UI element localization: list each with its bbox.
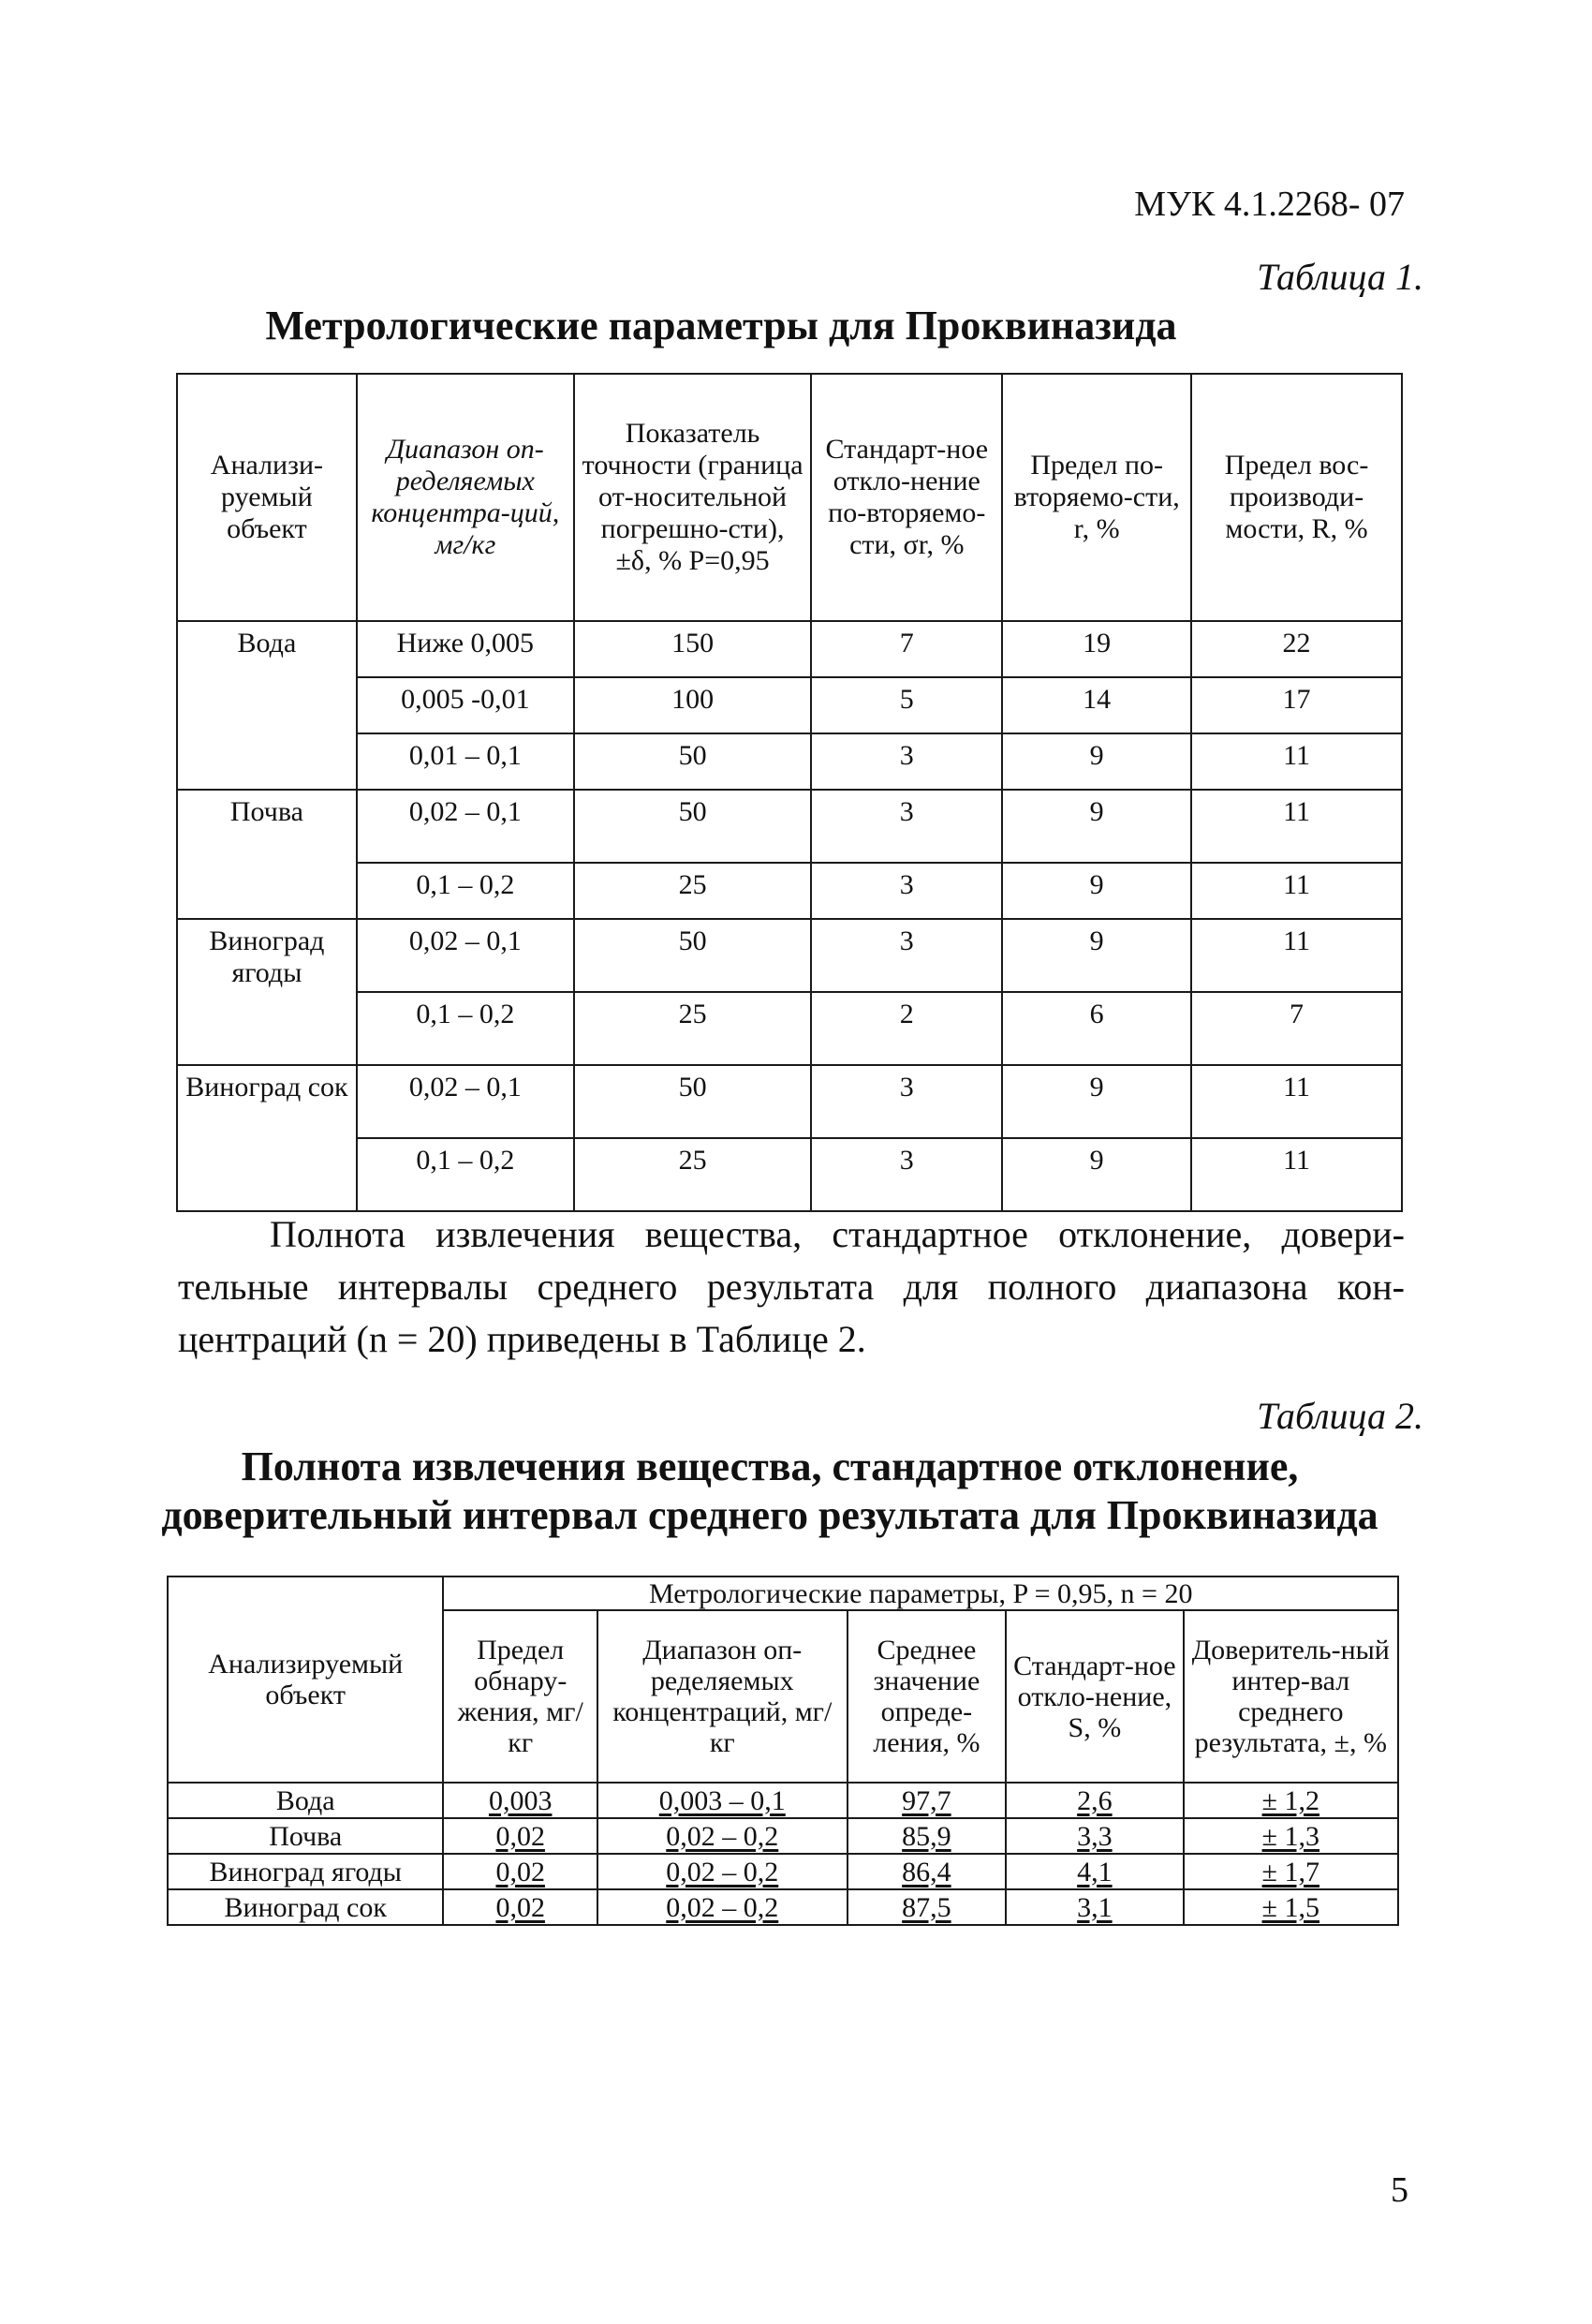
object-cell: Почва xyxy=(168,1818,443,1854)
table-cell: 0,003 xyxy=(443,1783,597,1818)
table-row xyxy=(177,863,1402,919)
table-cell: 17 xyxy=(1191,677,1402,733)
table-cell: 0,02 xyxy=(443,1818,597,1854)
table-header-row xyxy=(168,1576,1398,1610)
table-row xyxy=(168,1854,1398,1889)
table-cell: 3,1 xyxy=(1006,1889,1183,1925)
object-cell: Виноград сок xyxy=(168,1889,443,1925)
object-cell: Виноград ягоды xyxy=(177,919,357,1065)
table-row xyxy=(177,621,1402,677)
table-cell: 11 xyxy=(1191,790,1402,863)
table-row xyxy=(177,1138,1402,1211)
table-cell: 0,1 – 0,2 xyxy=(357,1138,574,1211)
table-cell: 25 xyxy=(574,1138,811,1211)
table-cell: 3 xyxy=(811,1065,1002,1138)
table-cell: 0,1 – 0,2 xyxy=(357,863,574,919)
table-row xyxy=(168,1889,1398,1925)
table-cell: 0,02 xyxy=(443,1889,597,1925)
extraction-completeness-table xyxy=(167,1576,1399,1926)
table-cell: 0,02 – 0,2 xyxy=(597,1854,848,1889)
table-cell: 11 xyxy=(1191,733,1402,790)
table-cell: 22 xyxy=(1191,621,1402,677)
table2-title xyxy=(0,1443,1566,1540)
table-cell: 19 xyxy=(1002,621,1191,677)
table-cell: 97,7 xyxy=(848,1783,1007,1818)
object-cell: Виноград ягоды xyxy=(168,1854,443,1889)
table-row xyxy=(177,919,1402,992)
table-cell: 9 xyxy=(1002,863,1191,919)
table-row xyxy=(177,677,1402,733)
table-cell: 150 xyxy=(574,621,811,677)
table-cell: 50 xyxy=(574,1065,811,1138)
column-header: Стандарт-ное откло-нение по-вторяемо-сти, σr, % xyxy=(811,374,1002,621)
column-header: Стандарт-ное откло-нение, S, % xyxy=(1006,1610,1183,1783)
table-cell: 11 xyxy=(1191,863,1402,919)
group-header: Метрологические параметры, P = 0,95, n = 20 xyxy=(443,1576,1398,1610)
table-cell: 11 xyxy=(1191,1138,1402,1211)
table-cell: 100 xyxy=(574,677,811,733)
table-cell: 0,02 xyxy=(443,1854,597,1889)
table-cell: 25 xyxy=(574,863,811,919)
table-cell: 9 xyxy=(1002,790,1191,863)
table1-title: Метрологические параметры для Проквиназида xyxy=(265,303,1177,348)
table2-title-line: Полнота извлечения вещества, стандартное отклонение, xyxy=(241,1443,1299,1489)
object-cell: Виноград сок xyxy=(177,1065,357,1211)
table-cell: 25 xyxy=(574,992,811,1065)
table-row xyxy=(168,1818,1398,1854)
column-header: Предел вос-производи-мости, R, % xyxy=(1191,374,1402,621)
table-cell: ± 1,7 xyxy=(1184,1854,1398,1889)
table-cell: 7 xyxy=(1191,992,1402,1065)
table-cell: 9 xyxy=(1002,919,1191,992)
table-cell: 9 xyxy=(1002,1138,1191,1211)
object-cell: Вода xyxy=(168,1783,443,1818)
table-cell: 11 xyxy=(1191,919,1402,992)
table-cell: 3 xyxy=(811,790,1002,863)
table-row xyxy=(177,790,1402,863)
table-row xyxy=(177,992,1402,1065)
table-cell: 0,1 – 0,2 xyxy=(357,992,574,1065)
table-cell: 2 xyxy=(811,992,1002,1065)
table-cell: 14 xyxy=(1002,677,1191,733)
table-cell: 11 xyxy=(1191,1065,1402,1138)
table-cell: 0,01 – 0,1 xyxy=(357,733,574,790)
table2-label: Таблица 2. xyxy=(1257,1395,1423,1437)
table-cell: ± 1,3 xyxy=(1184,1818,1398,1854)
table-cell: 0,02 – 0,1 xyxy=(357,919,574,992)
page-number: 5 xyxy=(1391,2170,1408,2210)
table-cell: 6 xyxy=(1002,992,1191,1065)
table-cell: 50 xyxy=(574,919,811,992)
table-header-row xyxy=(177,374,1402,621)
table-row xyxy=(168,1783,1398,1818)
column-header: Доверитель-ный интер-вал среднего результата, ±, % xyxy=(1184,1610,1398,1783)
table-cell: 7 xyxy=(811,621,1002,677)
table-cell: 85,9 xyxy=(848,1818,1007,1854)
column-header: Среднее значение опреде-ления, % xyxy=(848,1610,1007,1783)
metrological-parameters-table xyxy=(176,373,1403,1212)
table-cell: 3,3 xyxy=(1006,1818,1183,1854)
table-cell: 9 xyxy=(1002,1065,1191,1138)
table-cell: 2,6 xyxy=(1006,1783,1183,1818)
table-cell: 3 xyxy=(811,733,1002,790)
table-cell: 87,5 xyxy=(848,1889,1007,1925)
table-cell: 0,005 -0,01 xyxy=(357,677,574,733)
table2-title-line: доверительный интервал среднего результата для Проквиназида xyxy=(161,1492,1378,1538)
table-cell: 0,02 – 0,2 xyxy=(597,1818,848,1854)
table-row xyxy=(177,733,1402,790)
column-header: Предел обнару-жения, мг/кг xyxy=(443,1610,597,1783)
table-cell: 4,1 xyxy=(1006,1854,1183,1889)
table-cell: 50 xyxy=(574,790,811,863)
table-cell: Ниже 0,005 xyxy=(357,621,574,677)
column-header: Диапазон оп-ределяемых концентра-ций, мг/кг xyxy=(357,374,574,621)
column-header: Показатель точности (граница от-носительной погрешно-сти), ±δ, % P=0,95 xyxy=(574,374,811,621)
table1-label: Таблица 1. xyxy=(1257,256,1423,298)
table-row xyxy=(177,1065,1402,1138)
object-cell: Почва xyxy=(177,790,357,919)
table-cell: 0,02 – 0,2 xyxy=(597,1889,848,1925)
table-cell: 3 xyxy=(811,863,1002,919)
table-cell: 0,02 – 0,1 xyxy=(357,1065,574,1138)
table-cell: 86,4 xyxy=(848,1854,1007,1889)
table-cell: ± 1,2 xyxy=(1184,1783,1398,1818)
table-cell: 5 xyxy=(811,677,1002,733)
column-header: Анализи-руемый объект xyxy=(177,374,357,621)
table-cell: 0,003 – 0,1 xyxy=(597,1783,848,1818)
table-cell: 3 xyxy=(811,919,1002,992)
table-cell: 0,02 – 0,1 xyxy=(357,790,574,863)
table-cell: ± 1,5 xyxy=(1184,1889,1398,1925)
table-cell: 3 xyxy=(811,1138,1002,1211)
column-header: Анализируемый объект xyxy=(168,1576,443,1783)
column-header: Предел по-вторяемо-сти, r, % xyxy=(1002,374,1191,621)
object-cell: Вода xyxy=(177,621,357,790)
column-header: Диапазон оп-ределяемых концентраций, мг/кг xyxy=(597,1610,848,1783)
document-code: МУК 4.1.2268- 07 xyxy=(1134,185,1405,224)
body-paragraph: Полнота извлечения вещества, стандартное отклонение, довери-тельные интервалы среднего результата для полного диапазона кон-центраций (n = 20) приведены в Таблице 2. xyxy=(178,1213,1405,1360)
table-cell: 50 xyxy=(574,733,811,790)
table-cell: 9 xyxy=(1002,733,1191,790)
